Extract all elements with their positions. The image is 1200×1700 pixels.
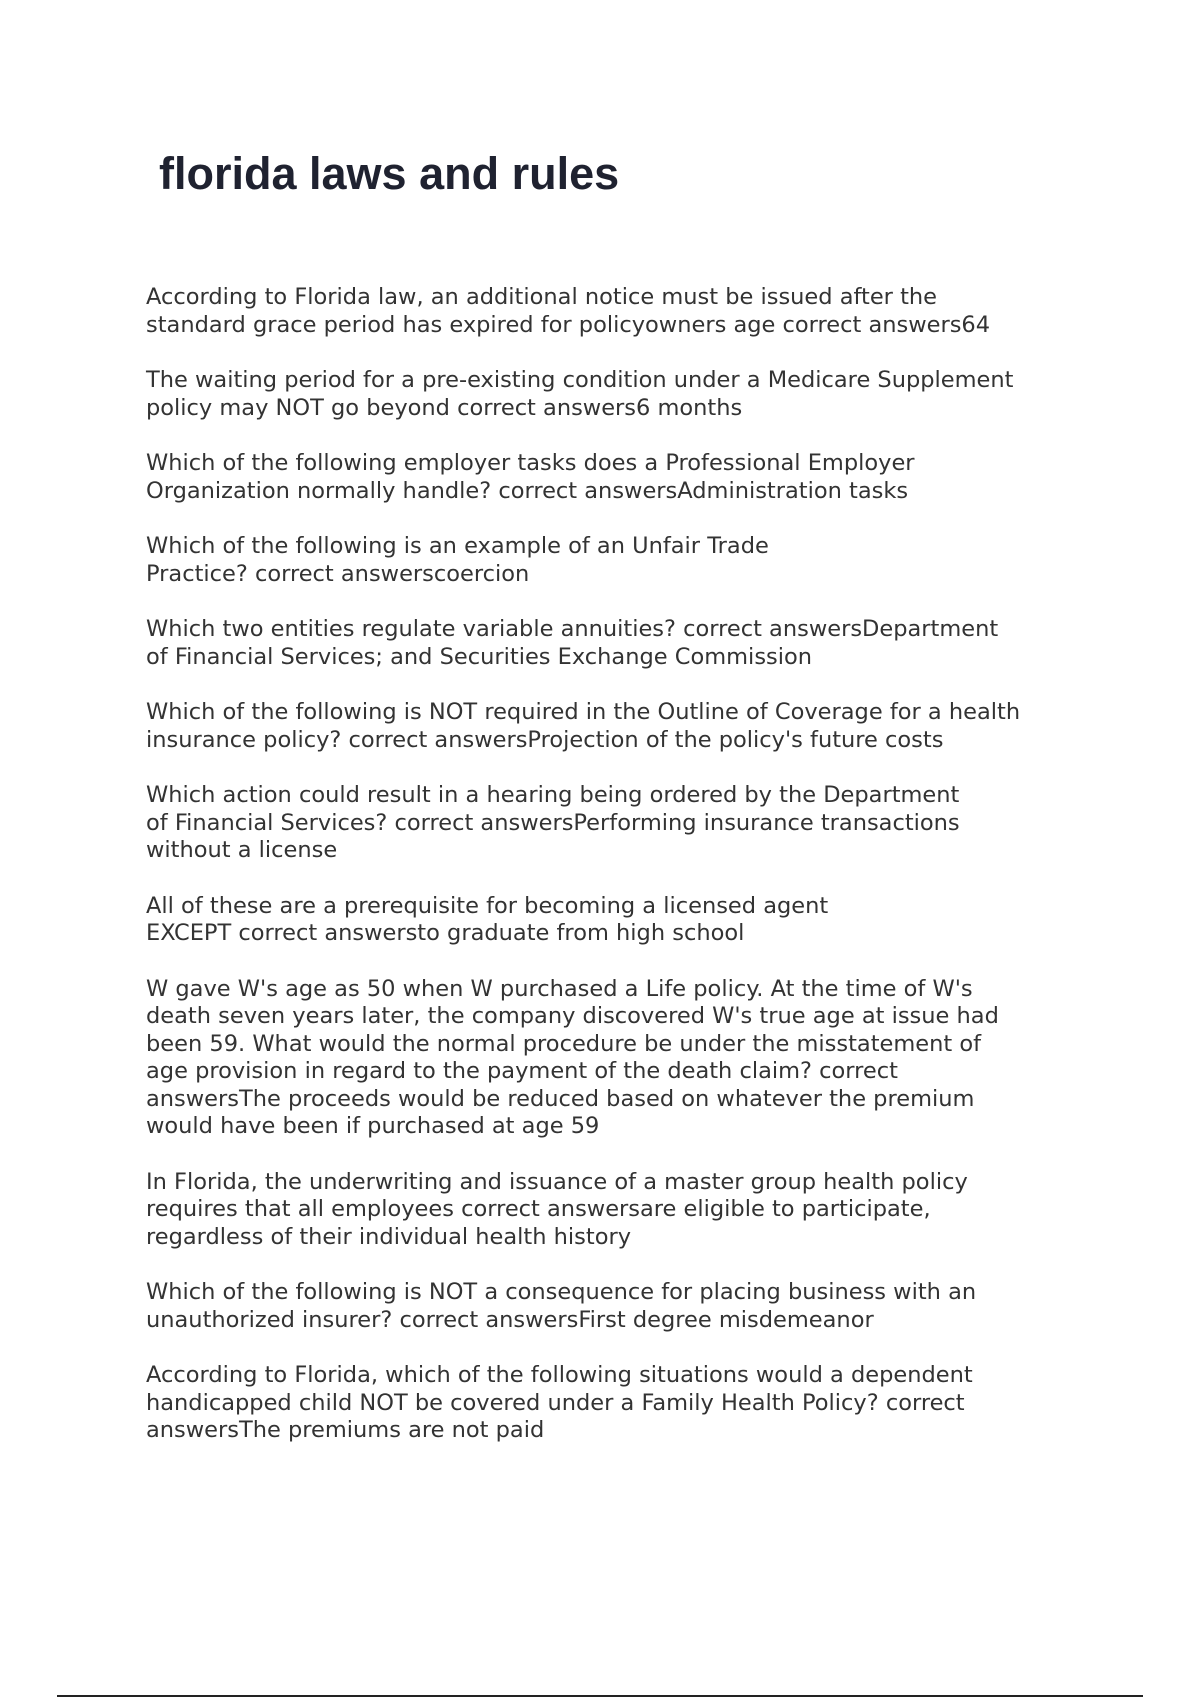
question-answer-list	[146, 284, 1096, 1473]
qa-item-6: Which of the following is NOT required in the Outline of Coverage for a health insurance policy? correct answersProjection of the policy's future costs	[146, 699, 1021, 753]
qa-item-10: In Florida, the underwriting and issuance of a master group health policy requires that all employees correct answersare eligible to participate, regardless of their individual health history	[146, 1168, 968, 1250]
page-title: florida laws and rules	[159, 148, 620, 199]
qa-item-7: Which action could result in a hearing being ordered by the Department of Financial Services? correct answersPerforming insurance transactions without a license	[146, 782, 960, 863]
qa-item-2: The waiting period for a pre-existing condition under a Medicare Supplement policy may NOT go beyond correct answers6 months	[146, 367, 1014, 421]
qa-item-9: W gave W's age as 50 when W purchased a Life policy. At the time of W's death seven years later, the company discovered W's true age at issue had been 59. What would the normal procedure be under the misstatement of age provision in regard to the payment of the death claim? correct answersThe proceeds would be reduced based on whatever the premium would have been if purchased at age 59	[146, 975, 999, 1139]
qa-item-1: According to Florida law, an additional notice must be issued after the standard grace period has expired for policyowners age correct answers64	[146, 284, 991, 338]
footer-divider	[57, 1695, 1143, 1697]
qa-item-3: Which of the following employer tasks does a Professional Employer Organization normally handle? correct answersAdministration tasks	[146, 450, 915, 504]
qa-item-8: All of these are a prerequisite for becoming a licensed agent EXCEPT correct answersto graduate from high school	[146, 892, 829, 946]
qa-item-4: Which of the following is an example of an Unfair Trade Practice? correct answerscoercion	[146, 533, 769, 587]
qa-item-11: Which of the following is NOT a consequence for placing business with an unauthorized insurer? correct answersFirst degree misdemeanor	[146, 1279, 977, 1333]
qa-item-5: Which two entities regulate variable annuities? correct answersDepartment of Financial Services; and Securities Exchange Commission	[146, 616, 999, 670]
qa-item-12: According to Florida, which of the following situations would a dependent handicapped child NOT be covered under a Family Health Policy? correct answersThe premiums are not paid	[146, 1362, 973, 1443]
